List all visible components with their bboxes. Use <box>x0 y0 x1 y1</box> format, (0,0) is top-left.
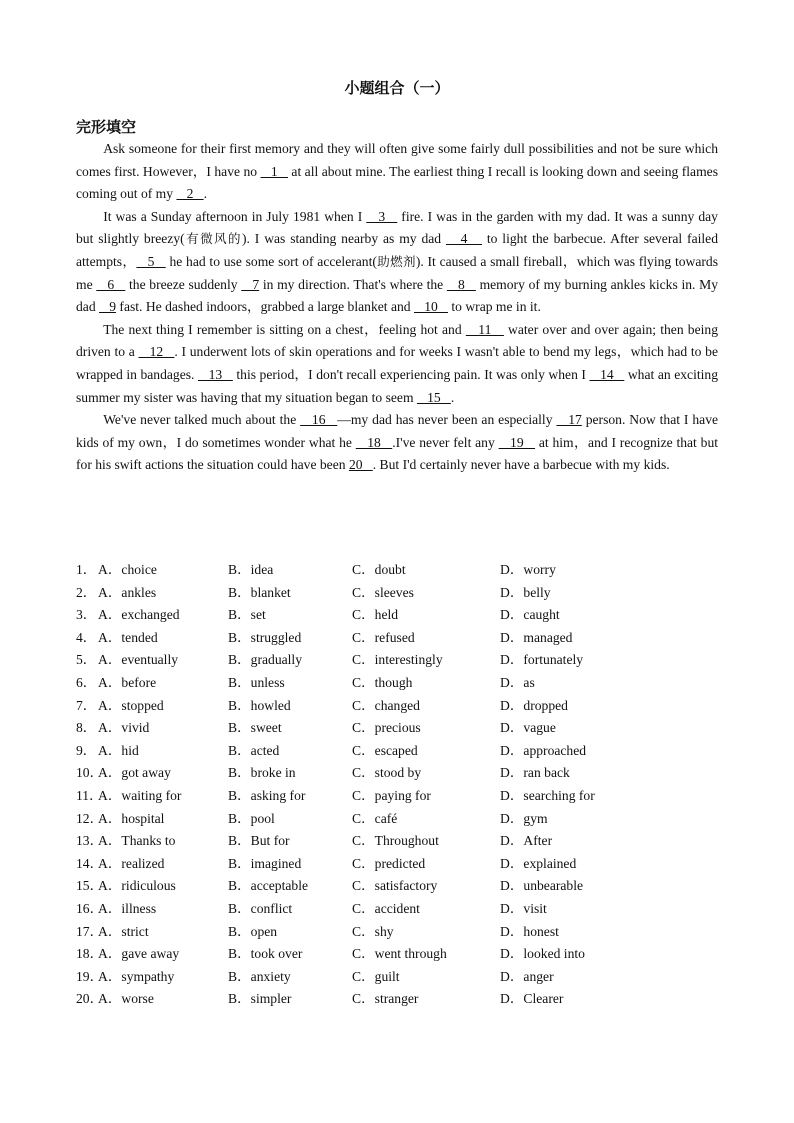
blank-18: 18 <box>355 434 393 450</box>
passage-text: he had to use some sort of accelerant( <box>165 253 377 269</box>
option-c: C．sleeves <box>352 584 414 600</box>
blank-11: 11 <box>465 321 504 337</box>
option-c: C．refused <box>352 629 415 645</box>
blank-2: 2 <box>176 186 204 202</box>
option-c: C．predicted <box>352 855 426 871</box>
question-number: 9． <box>76 742 97 758</box>
option-b: B．blanket <box>228 584 291 600</box>
blank-4: 4 <box>445 231 482 247</box>
option-d: D．managed <box>500 629 573 645</box>
option-c: C．held <box>352 607 399 623</box>
option-c: C．paying for <box>352 787 431 803</box>
option-a: A．choice <box>98 562 157 577</box>
option-a: A．hospital <box>98 810 165 826</box>
question-row <box>76 695 716 718</box>
option-d: D．looked into <box>500 946 585 962</box>
option-b: B．broke in <box>228 765 296 781</box>
option-d: D．visit <box>500 900 547 916</box>
option-c: C．guilt <box>352 968 400 984</box>
question-row <box>76 740 716 763</box>
passage-text: to wrap me in it. <box>447 299 541 315</box>
option-a: A．hid <box>98 742 139 758</box>
option-b: B．took over <box>228 946 303 962</box>
paragraph-2 <box>76 206 718 319</box>
question-row <box>76 717 716 740</box>
passage-text: . I underwent lots of skin operations and for weeks I wasn't able to bend my legs，which had to be wrapped in bandages. <box>76 344 719 382</box>
option-a: A．vivid <box>98 720 150 736</box>
option-c: C．shy <box>352 923 394 939</box>
question-row <box>76 943 716 966</box>
option-b: B．struggled <box>228 629 302 645</box>
option-a: A．realized <box>98 855 165 871</box>
option-d: D．vague <box>500 720 556 736</box>
question-number: 15． <box>76 878 104 894</box>
option-b: B．gradually <box>228 652 302 668</box>
question-number: 20． <box>76 991 104 1007</box>
option-d: D．belly <box>500 584 551 600</box>
question-number: 6． <box>76 674 97 690</box>
option-d: D．approached <box>500 742 587 758</box>
option-d: D．anger <box>500 968 554 984</box>
passage-text: what an exciting summer my sister was having that my situation began to seem <box>76 366 718 405</box>
option-b: B．acted <box>228 742 280 758</box>
option-a: A．ridiculous <box>98 878 176 894</box>
option-a: A．waiting for <box>98 787 182 803</box>
blank-7: 7 <box>241 276 260 292</box>
question-number: 12． <box>76 810 104 826</box>
option-c: C．satisfactory <box>352 878 438 894</box>
passage-text: We've never talked much about the <box>103 412 301 428</box>
option-d: D．honest <box>500 923 559 939</box>
blank-20: 20 <box>348 457 373 473</box>
question-number: 13． <box>76 833 104 849</box>
passage-text: fast. He dashed indoors，grabbed a large blanket and <box>116 299 414 315</box>
blank-17: 17 <box>556 412 582 428</box>
option-b: B．But for <box>228 833 290 849</box>
option-a: A．Thanks to <box>98 833 176 849</box>
option-d: D．caught <box>500 607 560 623</box>
passage-text: It was a Sunday afternoon in July 1981 when I <box>103 208 367 224</box>
option-d: D．fortunately <box>500 652 584 668</box>
option-a: A．tended <box>98 629 158 645</box>
question-row <box>76 988 716 1011</box>
option-d: D．unbearable <box>500 878 584 894</box>
paragraph-3 <box>76 319 718 409</box>
question-row <box>76 898 716 921</box>
passage-text: at him，and I recognize that but for his swift actions the situation could have been <box>76 434 719 473</box>
page-title: 小题组合（一） <box>344 79 450 97</box>
question-row <box>76 921 716 944</box>
passage-text: —my dad has never been an especially <box>337 412 557 428</box>
question-row <box>76 785 716 808</box>
option-c: C．stranger <box>352 991 419 1007</box>
question-row <box>76 582 716 605</box>
blank-9: 9 <box>99 299 117 315</box>
blank-19: 19 <box>498 434 536 450</box>
question-row <box>76 875 716 898</box>
chinese-gloss: 有微风的 <box>184 231 243 247</box>
question-number: 7． <box>76 697 97 713</box>
passage-text: . <box>203 186 208 202</box>
option-a: A．eventually <box>98 652 179 668</box>
section-title: 完形填空 <box>76 118 137 136</box>
option-d: D．ran back <box>500 765 570 781</box>
option-c: C．café <box>352 810 398 826</box>
blank-6: 6 <box>96 276 126 292</box>
option-b: B．pool <box>228 810 275 826</box>
option-a: A．ankles <box>98 584 157 600</box>
passage-text: ). I was standing nearby as my dad <box>242 231 446 247</box>
option-c: C．accident <box>352 900 420 916</box>
question-row <box>76 853 716 876</box>
question-row <box>76 966 716 989</box>
option-b: B．howled <box>228 697 291 713</box>
option-b: B．set <box>228 607 266 623</box>
option-d: D．gym <box>500 810 548 826</box>
option-b: B．imagined <box>228 855 302 871</box>
question-number: 11． <box>76 787 103 803</box>
passage-text: The next thing I remember is sitting on a chest，feeling hot and <box>103 321 466 337</box>
answer-options <box>76 559 716 1011</box>
question-number: 17． <box>76 923 104 939</box>
question-number: 4． <box>76 629 97 645</box>
chinese-gloss: 助燃剂 <box>376 253 416 269</box>
option-b: B．open <box>228 923 278 939</box>
blank-1: 1 <box>260 163 288 179</box>
blank-3: 3 <box>366 208 398 224</box>
passage-text: fire. I was in the garden with my dad. It was a sunny day but slightly breezy( <box>76 208 718 247</box>
option-b: B．unless <box>228 674 285 690</box>
question-number: 1． <box>76 562 97 577</box>
option-d: D．explained <box>500 855 577 871</box>
passage-text: . But I'd certainly never have a barbecue with my kids. <box>372 457 670 473</box>
blank-10: 10 <box>414 299 448 315</box>
option-a: A．strict <box>98 923 149 939</box>
option-a: A．worse <box>98 991 154 1007</box>
option-b: B．anxiety <box>228 968 291 984</box>
option-d: D．dropped <box>500 697 568 713</box>
option-b: B．acceptable <box>228 878 309 894</box>
question-row <box>76 672 716 695</box>
passage-text: . <box>450 389 455 405</box>
option-a: A．got away <box>98 765 171 781</box>
option-d: D．searching for <box>500 787 595 803</box>
option-c: C．precious <box>352 720 421 736</box>
question-row <box>76 559 716 582</box>
option-c: C．interestingly <box>352 652 443 668</box>
option-c: C．changed <box>352 697 420 713</box>
cloze-passage <box>76 138 718 477</box>
question-number: 18． <box>76 946 104 962</box>
question-number: 3． <box>76 607 97 623</box>
question-row <box>76 627 716 650</box>
question-row <box>76 808 716 831</box>
question-row <box>76 649 716 672</box>
option-c: C．doubt <box>352 562 406 577</box>
option-b: B．idea <box>228 562 274 577</box>
question-number: 8． <box>76 720 97 736</box>
question-number: 5． <box>76 652 97 668</box>
passage-text: .I've never felt any <box>392 434 499 450</box>
option-a: A．gave away <box>98 946 180 962</box>
option-b: B．sweet <box>228 720 282 736</box>
blank-12: 12 <box>138 344 175 360</box>
question-number: 19． <box>76 968 104 984</box>
option-c: C．escaped <box>352 742 418 758</box>
question-row <box>76 604 716 627</box>
blank-16: 16 <box>300 412 338 428</box>
passage-text: memory of my burning ankles kicks in. My dad <box>76 276 719 315</box>
option-d: D．After <box>500 833 553 849</box>
paragraph-1 <box>76 138 718 206</box>
question-number: 14． <box>76 855 104 871</box>
option-b: B．conflict <box>228 900 293 916</box>
option-c: C．went through <box>352 946 447 962</box>
question-number: 2． <box>76 584 97 600</box>
passage-text: water over and over again; then being driven to a <box>76 321 719 360</box>
passage-text: the breeze suddenly <box>125 276 242 292</box>
option-b: B．asking for <box>228 787 306 803</box>
blank-8: 8 <box>446 276 476 292</box>
option-a: A．sympathy <box>98 968 175 984</box>
passage-text: person. Now that I have kids of my own，I do sometimes wonder what he <box>76 412 719 450</box>
question-row <box>76 762 716 785</box>
option-a: A．exchanged <box>98 607 180 623</box>
option-d: D．worry <box>500 562 556 577</box>
passage-text: at all about mine. The earliest thing I recall is looking down and seeing flames coming out of my <box>76 163 718 202</box>
blank-15: 15 <box>416 389 451 405</box>
paragraph-4 <box>76 409 718 477</box>
option-c: C．stood by <box>352 765 422 781</box>
passage-text: Ask someone for their first memory and they will often give some fairly dull possibilities and not be sure which comes first. However，I have no <box>76 141 718 179</box>
blank-14: 14 <box>589 366 625 382</box>
passage-text: this period，I don't recall experiencing pain. It was only when I <box>232 366 590 382</box>
question-number: 16． <box>76 900 104 916</box>
passage-text: to light the barbecue. After several failed attempts， <box>76 231 718 269</box>
question-row <box>76 830 716 853</box>
question-number: 10． <box>76 765 104 781</box>
option-a: A．before <box>98 674 157 690</box>
blank-13: 13 <box>197 366 233 382</box>
passage-text: in my direction. That's where the <box>259 276 447 292</box>
passage-text: ). It caused a small fireball，which was flying towards me <box>76 253 718 292</box>
option-c: C．though <box>352 674 413 690</box>
option-a: A．illness <box>98 900 157 916</box>
option-a: A．stopped <box>98 697 164 713</box>
option-d: D．Clearer <box>500 991 564 1007</box>
option-b: B．simpler <box>228 991 292 1007</box>
option-c: C．Throughout <box>352 833 439 849</box>
blank-5: 5 <box>136 253 166 269</box>
option-d: D．as <box>500 674 535 690</box>
